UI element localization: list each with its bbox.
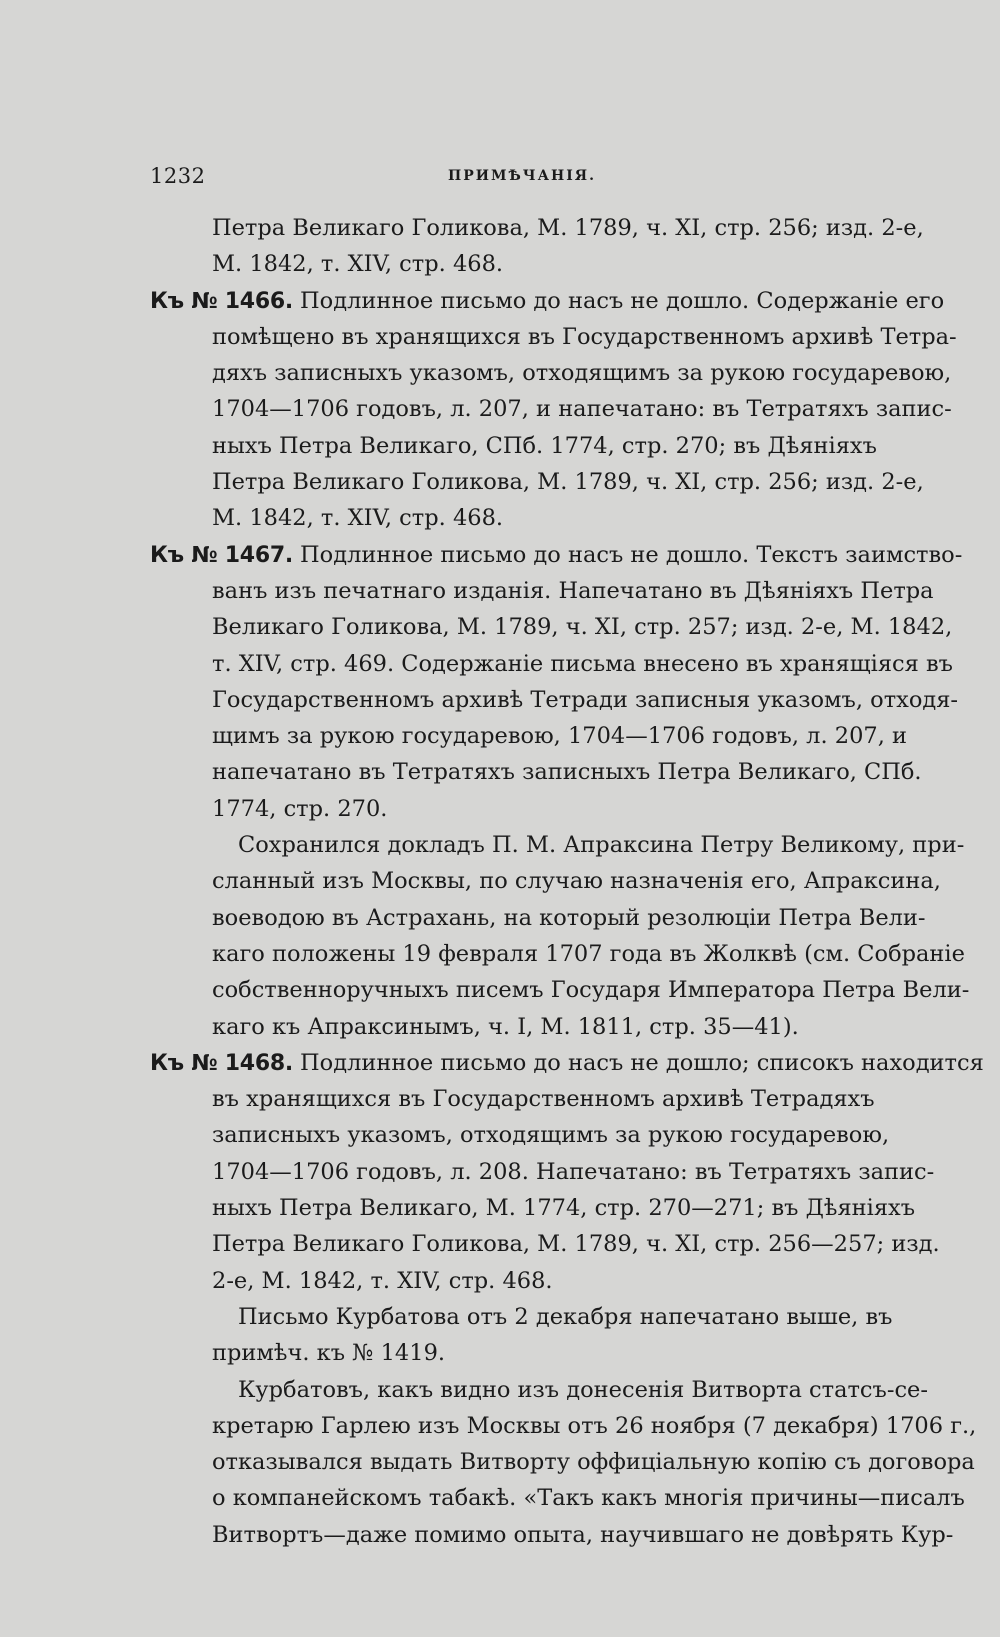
text-line [150,1444,975,1480]
text-line [150,1372,928,1408]
line-text: каго къ Апраксинымъ, ч. I, М. 1811, стр. 35—41). [212,1013,799,1040]
line-text: Великаго Голикова, М. 1789, ч. XI, стр. 257; изд. 2-е, М. 1842, [212,614,953,641]
line-text: записныхъ указомъ, отходящимъ за рукою государевою, [212,1122,890,1149]
line-text: въ хранящихся въ Государственномъ архивѣ Тетрадяхъ [212,1086,875,1113]
line-text: 1704—1706 годовъ, л. 208. Напечатано: въ Тетратяхъ запис- [212,1158,935,1185]
text-line [150,609,953,645]
line-text: напечатано въ Тетратяхъ записныхъ Петра Великаго, СПб. [212,759,922,786]
text-line [150,1299,910,1335]
entry-label: Къ № 1468. [150,1050,293,1076]
entry-label: Къ № 1466. [150,288,293,314]
entry-label: Къ № 1467. [150,542,293,568]
line-text: ныхъ Петра Великаго, М. 1774, стр. 270—271; въ Дѣяніяхъ [212,1195,916,1222]
text-line [150,573,934,609]
line-text: сланный изъ Москвы, по случаю назначенія его, Апраксина, [212,868,941,895]
text-line [150,863,941,899]
text-line [150,718,910,754]
line-text: кретарю Гарлею изъ Москвы отъ 26 ноября (7 декабря) 1706 г., [212,1412,977,1439]
line-text: помѣщено въ хранящихся въ Государственномъ архивѣ Тетра- [212,323,957,350]
line-text: Подлинное письмо до насъ не дошло. Содержаніе его [292,287,945,314]
page-number: 1232 [150,164,206,188]
text-line [150,1226,940,1262]
line-text: ванъ изъ печатнаго изданія. Напечатано въ Дѣяніяхъ Петра [212,577,934,604]
text-line [150,1190,916,1226]
text-line [150,500,910,536]
line-text: 2-е, М. 1842, т. XIV, стр. 468. [212,1267,553,1294]
text-line [150,646,953,682]
line-text: Письмо Курбатова отъ 2 декабря напечатано выше, въ [238,1303,893,1330]
text-line [150,1335,910,1371]
line-text: примѣч. къ № 1419. [212,1340,446,1367]
text-line [150,936,965,972]
line-text: 1704—1706 годовъ, л. 207, и напечатано: въ Тетратяхъ запис- [212,396,952,423]
text-line [150,1408,977,1444]
line-text: воеводою въ Астрахань, на который резолюціи Петра Вели- [212,904,926,931]
text-line [150,1009,910,1045]
line-text: Государственномъ архивѣ Тетради записныя указомъ, отходя- [212,686,959,713]
text-line [150,1517,954,1553]
line-text: Петра Великаго Голикова, М. 1789, ч. XI, стр. 256—257; изд. [212,1231,940,1258]
running-title: ПРИМѢЧАНІЯ. [448,168,596,184]
text-line [150,355,952,391]
text-line [150,754,922,790]
text-line [150,1480,965,1516]
line-text: о компанейскомъ табакѣ. «Такъ какъ многія причины—писалъ [212,1485,965,1512]
text-line [150,972,970,1008]
page-header [150,164,910,194]
entry-heading-line [150,283,945,319]
text-line [150,900,926,936]
text-line [150,1081,910,1117]
line-text: т. XIV, стр. 469. Содержаніе письма внесено въ хранящіяся въ [212,650,953,677]
line-text: Сохранился докладъ П. М. Апраксина Петру Великому, при- [238,832,965,859]
line-text: Петра Великаго Голикова, М. 1789, ч. XI, стр. 256; изд. 2-е, [212,215,924,241]
line-text: Подлинное письмо до насъ не дошло; списокъ находится [292,1049,984,1076]
text-line [150,1117,910,1153]
line-text: собственноручныхъ писемъ Государя Императора Петра Вели- [212,977,970,1004]
text-line [150,428,910,464]
entry-heading-line [150,1045,984,1081]
line-text: М. 1842, т. XIV, стр. 468. [212,505,504,532]
text-line [150,827,965,863]
line-text: 1774, стр. 270. [212,795,388,822]
line-text: Петра Великаго Голикова, М. 1789, ч. XI, стр. 256; изд. 2-е, [212,469,924,496]
text-line [150,791,910,827]
line-text: ныхъ Петра Великаго, СПб. 1774, стр. 270; въ Дѣяніяхъ [212,432,877,459]
line-text: М. 1842, т. XIV, стр. 468. [212,251,504,278]
text-line [150,391,952,427]
line-text: Витвортъ—даже помимо опыта, научившаго не довѣрять Кур- [212,1521,954,1548]
text-line [150,1263,910,1299]
line-text: отказывался выдать Витворту оффиціальную копію съ договора [212,1449,975,1476]
text-line [150,1154,935,1190]
entry-heading-line [150,537,963,573]
notes-body [150,210,984,1553]
line-text: Курбатовъ, какъ видно изъ донесенія Витворта статсъ-се- [238,1376,928,1403]
text-line [150,682,959,718]
text-line [150,464,924,500]
text-line [150,210,924,246]
text-line [150,246,910,282]
line-text: Подлинное письмо до насъ не дошло. Текстъ заимство- [292,541,963,568]
line-text: каго положены 19 февраля 1707 года въ Жолквѣ (см. Собраніе [212,940,965,967]
line-text: дяхъ записныхъ указомъ, отходящимъ за рукою государевою, [212,360,952,387]
text-line [150,319,957,355]
line-text: щимъ за рукою государевою, 1704—1706 годовъ, л. 207, и [212,723,908,750]
